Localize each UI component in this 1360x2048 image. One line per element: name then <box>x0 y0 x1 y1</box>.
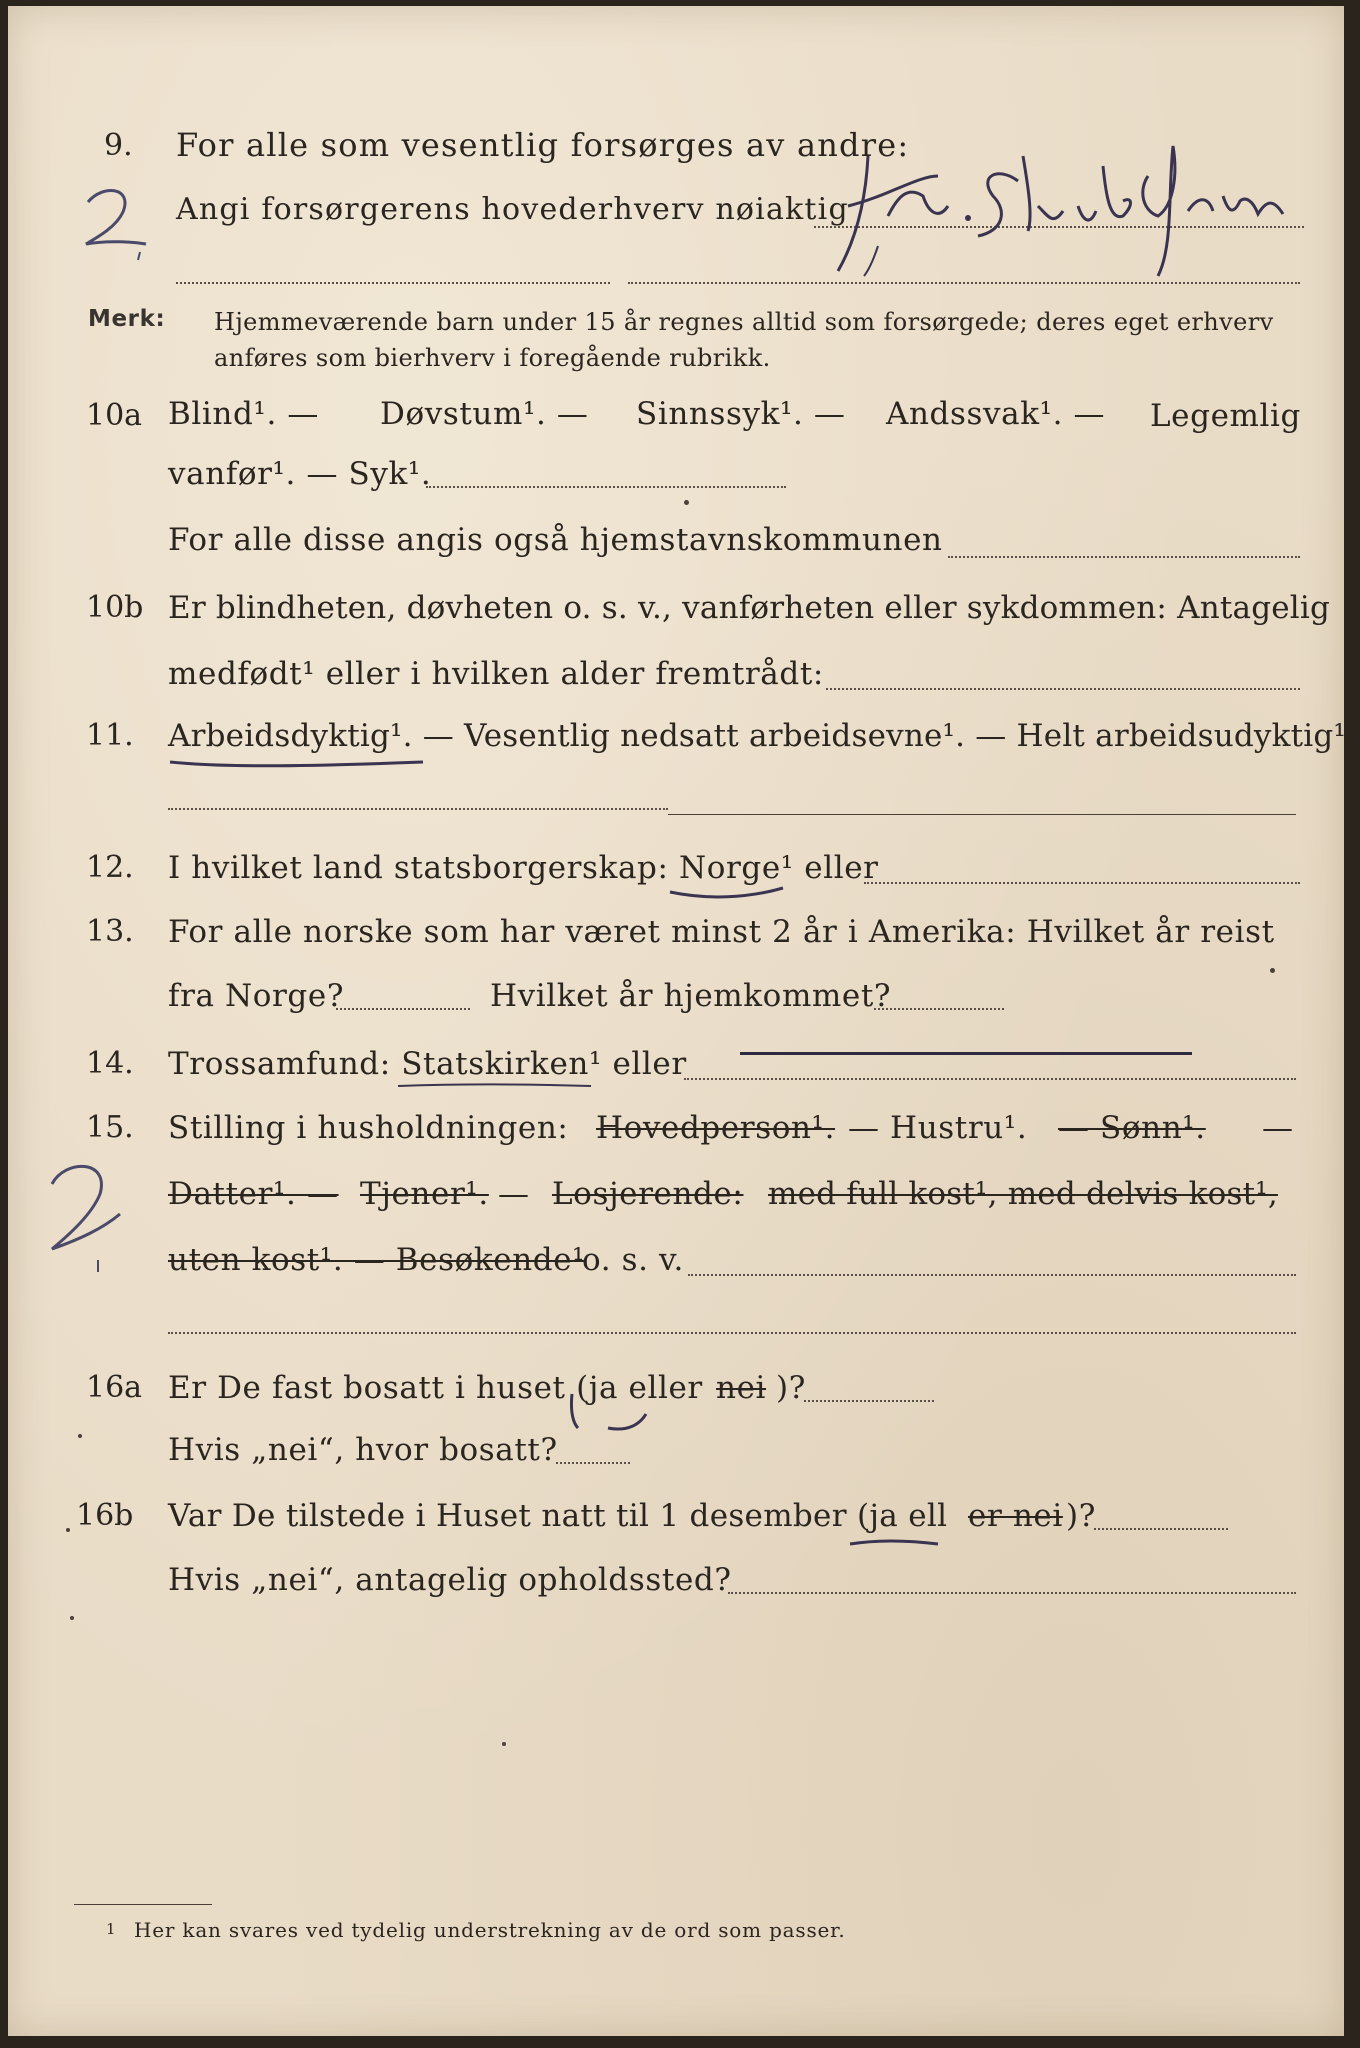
q10a-line2: vanfør¹. — Syk¹. <box>168 456 432 492</box>
q15-datter: Datter¹. — <box>168 1176 339 1212</box>
q13-line2b: Hvilket år hjemkommet? <box>490 978 892 1014</box>
q10a-dovstum: Døvstum¹. — <box>380 396 589 432</box>
q16b-opholdssted-line <box>728 1592 1296 1594</box>
q9-line2: Angi forsørgerens hovederhverv nøiaktig <box>176 192 849 227</box>
q13-reist-line <box>336 1008 470 1010</box>
q15-osv: o. s. v. <box>582 1242 684 1278</box>
q16b-line2: Hvis „nei“, antagelig opholdssted? <box>168 1562 732 1598</box>
q14-underline-statskirken <box>396 1078 596 1098</box>
ink-speck <box>70 1616 74 1620</box>
q12-underline-norge <box>668 882 788 906</box>
q16a-underline-ja <box>568 1384 658 1444</box>
q15-dash2: — <box>498 1176 530 1212</box>
q16b-number: 16b <box>76 1498 134 1533</box>
q15-extra-line <box>168 1332 1296 1334</box>
q12-text: I hvilket land statsborgerskap: Norge¹ eller <box>168 850 879 886</box>
q13-number: 13. <box>86 914 134 949</box>
margin-mark-bottom <box>40 1154 130 1274</box>
q11-line-left <box>168 808 668 810</box>
q9-line1: For alle som vesentlig forsørges av andre: <box>176 126 910 164</box>
ink-speck <box>78 1434 82 1438</box>
q9-handwritten-answer <box>828 136 1308 286</box>
q15-prefix: Stilling i husholdningen: <box>168 1110 569 1146</box>
q11-line-right <box>668 814 1296 815</box>
q9-extra-line-left <box>176 282 610 284</box>
q14-text: Trossamfund: Statskirken¹ eller <box>168 1046 687 1082</box>
ink-speck <box>1270 968 1275 973</box>
q13-line1: For alle norske som har været minst 2 år i Amerika: Hvilket år reist <box>168 914 1275 950</box>
q15-uten-kost-besokende: uten kost¹. — Besøkende¹ <box>168 1242 586 1278</box>
q9-extra-line-right <box>628 282 1300 284</box>
q10b-line1: Er blindheten, døvheten o. s. v., vanførheten eller sykdommen: Antagelig <box>168 590 1331 626</box>
merk-line2: anføres som bierhverv i foregående rubrikk. <box>214 344 771 372</box>
q16b-underline-ja <box>846 1534 946 1554</box>
q16a-nei: nei <box>716 1370 767 1406</box>
q9-number: 9. <box>104 128 133 163</box>
footnote-rule <box>74 1904 212 1905</box>
q15-losjerende: Losjerende: <box>552 1176 744 1212</box>
q14-handwritten-dash <box>740 1052 1192 1055</box>
footnote-text: Her kan svares ved tydelig understrekning av de ord som passer. <box>134 1918 846 1942</box>
q15-hustru: — Hustru¹. <box>848 1110 1028 1146</box>
q10a-sinnssyk: Sinnssyk¹. — <box>636 396 846 432</box>
q11-text: Arbeidsdyktig¹. — Vesentlig nedsatt arbeidsevne¹. — Helt arbeidsudyktig¹. <box>168 718 1357 754</box>
q16a-bosatt-line <box>556 1462 630 1464</box>
q10a-blind: Blind¹. — <box>168 396 319 432</box>
q15-other-line <box>688 1274 1296 1276</box>
q10a-legemlig: Legemlig <box>1150 398 1301 434</box>
q14-number: 14. <box>86 1046 134 1081</box>
q16a-line1a: Er De fast bosatt i huset (ja eller <box>168 1370 703 1406</box>
q13-line2a: fra Norge? <box>168 978 345 1014</box>
q16b-line1a: Var De tilstede i Huset natt til 1 desember (ja ell <box>168 1498 948 1534</box>
q10a-line3: For alle disse angis også hjemstavnskommunen <box>168 522 943 558</box>
q16a-line2: Hvis „nei“, hvor bosatt? <box>168 1432 558 1468</box>
q10a-hjemstavn-line <box>948 556 1300 558</box>
q16b-nei: er nei <box>968 1498 1063 1534</box>
ink-speck <box>684 500 689 505</box>
q15-kost-options: med full kost¹, med delvis kost¹, <box>768 1176 1278 1212</box>
q14-other-line <box>684 1078 1296 1080</box>
q10b-line2: medfødt¹ eller i hvilken alder fremtrådt: <box>168 656 824 692</box>
q16a-answer-line <box>804 1400 934 1402</box>
merk-label: Merk: <box>88 306 166 332</box>
census-form-page <box>8 6 1357 2036</box>
q10a-andssvak: Andssvak¹. — <box>886 396 1106 432</box>
q15-tjener: Tjener¹. <box>360 1176 489 1212</box>
q10a-syk-line <box>426 486 786 488</box>
q10b-number: 10b <box>86 590 144 625</box>
q15-sonn: — Sønn¹. <box>1058 1110 1206 1146</box>
merk-line1: Hjemmeværende barn under 15 år regnes alltid som forsørgede; deres eget erhverv <box>214 308 1274 336</box>
ink-speck <box>66 1528 70 1532</box>
q10a-number: 10a <box>86 398 143 433</box>
ink-speck <box>502 1742 506 1746</box>
q16a-close: )? <box>776 1370 806 1406</box>
q11-underline-arbeidsdyktig <box>168 754 428 774</box>
q16a-number: 16a <box>86 1370 143 1405</box>
q12-number: 12. <box>86 850 134 885</box>
q11-number: 11. <box>86 718 134 753</box>
q13-hjemkommet-line <box>874 1008 1004 1010</box>
q16b-answer-line <box>1094 1528 1228 1530</box>
q12-other-line <box>864 882 1300 884</box>
footnote-mark: 1 <box>106 1920 117 1938</box>
q15-dash-end: — <box>1262 1110 1294 1146</box>
q10b-alder-line <box>826 688 1300 690</box>
q15-hovedperson: Hovedperson¹. <box>596 1110 836 1146</box>
q16b-close: )? <box>1066 1498 1096 1534</box>
margin-mark-top <box>78 182 158 262</box>
q15-number: 15. <box>86 1110 134 1145</box>
